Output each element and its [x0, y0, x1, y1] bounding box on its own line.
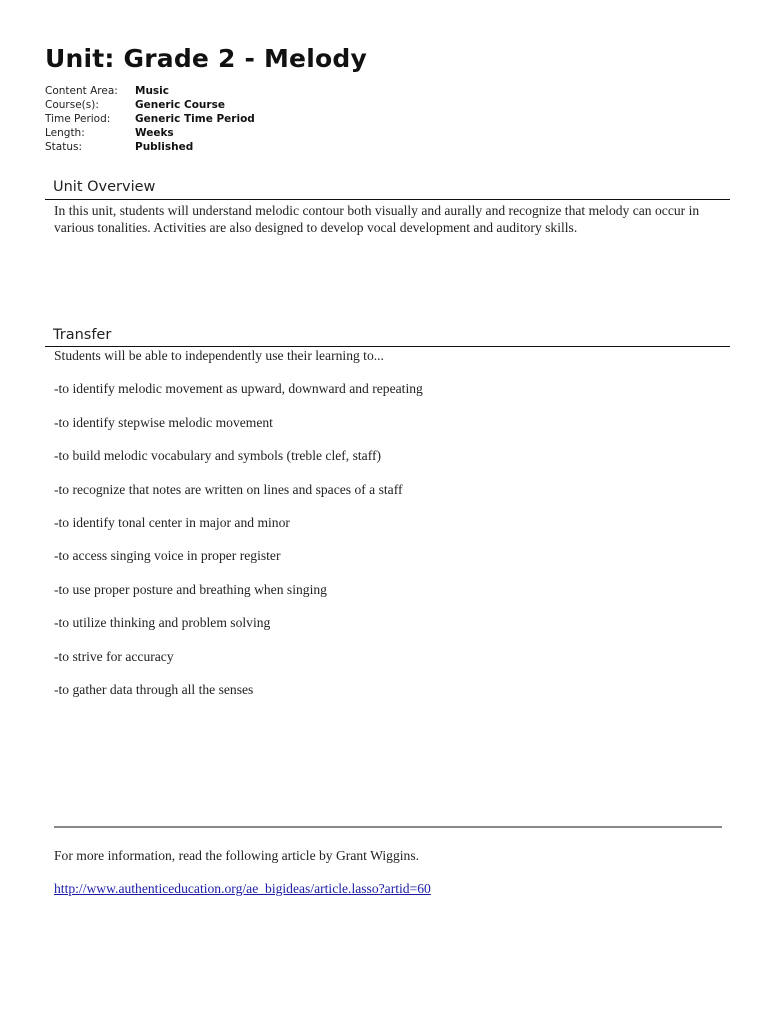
meta-label: Course(s): — [45, 99, 99, 111]
list-item: -to identify stepwise melodic movement — [54, 414, 273, 430]
meta-value: Generic Course — [135, 99, 225, 111]
list-item: -to identify melodic movement as upward, downward and repeating — [54, 381, 423, 397]
footer-note: For more information, read the following article by Grant Wiggins. — [54, 848, 420, 863]
unit-overview-text: In this unit, students will understand melodic contour both visually and aurally and recognize that melody can occur in various tonalities. Activities are also designed to develop vocal development and auditory skills. — [54, 203, 700, 235]
meta-value: Weeks — [135, 127, 174, 139]
list-item: -to identify tonal center in major and minor — [54, 514, 290, 530]
list-item: -to recognize that notes are written on lines and spaces of a staff — [54, 481, 403, 497]
list-item: -to gather data through all the senses — [54, 681, 254, 697]
unit-metadata — [45, 84, 255, 154]
transfer-intro: Students will be able to independently use their learning to... — [54, 348, 384, 363]
article-link[interactable]: http://www.authenticeducation.org/ae_bigideas/article.lasso?artid=60 — [54, 881, 431, 896]
meta-value: Music — [135, 85, 169, 97]
list-item: -to utilize thinking and problem solving — [54, 615, 271, 631]
meta-row-courses — [45, 98, 255, 112]
meta-value: Published — [135, 141, 194, 153]
section-divider — [45, 199, 730, 200]
meta-label: Time Period: — [45, 113, 111, 125]
meta-row-length — [45, 126, 255, 140]
page-title: Unit: Grade 2 - Melody — [45, 44, 367, 73]
meta-row-time-period — [45, 112, 255, 126]
meta-label: Length: — [45, 127, 85, 139]
transfer-list — [54, 347, 726, 714]
unit-overview-heading: Unit Overview — [53, 179, 156, 195]
meta-value: Generic Time Period — [135, 113, 255, 125]
meta-row-status — [45, 140, 255, 154]
meta-row-content-area — [45, 84, 255, 98]
list-item: -to use proper posture and breathing when singing — [54, 581, 327, 597]
meta-label: Content Area: — [45, 85, 118, 97]
list-item: -to build melodic vocabulary and symbols (treble clef, staff) — [54, 448, 382, 464]
meta-label: Status: — [45, 141, 82, 153]
list-item: -to strive for accuracy — [54, 648, 174, 664]
footer-divider — [54, 826, 722, 828]
list-item: -to access singing voice in proper register — [54, 548, 281, 564]
transfer-heading: Transfer — [53, 327, 112, 343]
